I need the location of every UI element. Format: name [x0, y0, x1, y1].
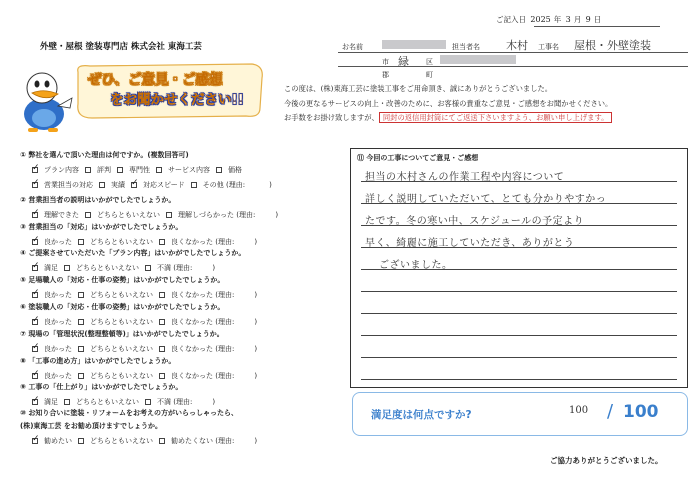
option: [131, 181, 185, 189]
date-month: 3: [565, 15, 571, 24]
comment-area: [350, 148, 688, 388]
option-label: 良かった: [44, 238, 72, 246]
option: [32, 238, 72, 246]
intro-p1: この度は、(株)東海工芸に塗装工事をご用命頂き、誠にありがとうございました。: [284, 84, 553, 93]
address-redacted: [440, 55, 516, 64]
question-title: ③ 営業担当の「対応」はいかがでしたでしょうか。: [20, 223, 183, 231]
question-7: [20, 329, 340, 354]
option-label: 良くなかった (理由:: [171, 345, 235, 353]
option-row: [20, 237, 340, 247]
option-label: どちらともいえない: [97, 211, 160, 219]
comment-line-2: 詳しく説明していただいて、とても分かりやすかっ: [365, 194, 607, 205]
question-title: ⑨ 工事の「仕上がり」はいかがでしたでしょうか。: [20, 383, 183, 391]
option-label: 理解できた: [44, 211, 79, 219]
ruled-line: [361, 335, 677, 336]
option: [159, 437, 234, 445]
option-label: 良かった: [44, 345, 72, 353]
option: [32, 181, 93, 189]
option-row: [20, 344, 340, 354]
score-box: [352, 392, 688, 436]
question-title: ⑩ お知り合いに塗装・リフォームをお考えの方がいらっしゃったら、: [20, 409, 239, 417]
thanks-text: ご協力ありがとうございました。: [550, 456, 663, 465]
option-label: 実績: [111, 181, 125, 189]
option-label: 勧めたくない (理由:: [171, 437, 235, 445]
question-title: ④ ご提案させていただいた「プラン内容」はいかがでしたでしょうか。: [20, 249, 246, 257]
town-prefix: 郡: [382, 71, 389, 79]
option-row: [20, 436, 340, 446]
option: [212, 398, 215, 406]
option-label: 対応スピード: [143, 181, 185, 189]
checkbox-icon[interactable]: [99, 182, 105, 188]
option: [85, 211, 160, 219]
option-label: サービス内容: [168, 166, 210, 174]
name-redacted: [382, 40, 446, 49]
checkbox-icon[interactable]: [78, 346, 84, 352]
option: [254, 345, 257, 353]
option-row: [20, 210, 340, 220]
ward-label: 区: [426, 58, 433, 66]
address-underline: [338, 66, 688, 67]
question-title: ① 弊社を選んで頂いた理由は何ですか。(複数回答可): [20, 151, 189, 159]
checkbox-checked-icon[interactable]: [32, 212, 38, 218]
checkbox-icon[interactable]: [159, 373, 165, 379]
option-row: [20, 263, 340, 273]
question-title: ⑧ 「工事の進め方」はいかがでしたでしょうか。: [20, 357, 176, 365]
option-label: どちらともいえない: [90, 238, 153, 246]
question-title: ⑦ 現場の「管理状況(整理整頓等)」はいかがでしたでしょうか。: [20, 330, 224, 338]
month-unit: 月: [573, 15, 582, 24]
option-label: ): [212, 264, 216, 272]
question-1: [20, 150, 340, 190]
question-title: ② 営業担当者の説明はいかがでしたでしょうか。: [20, 196, 176, 204]
option: [216, 166, 242, 174]
option-row: [20, 180, 340, 190]
checkbox-icon[interactable]: [78, 292, 84, 298]
option: [254, 318, 257, 326]
duck-mascot-icon: [14, 66, 76, 134]
option-label: ): [212, 398, 216, 406]
year-unit: 年: [553, 15, 562, 24]
ruled-line: [361, 379, 677, 380]
option: [156, 166, 210, 174]
question-10: [20, 408, 340, 446]
score-value: 100: [569, 405, 589, 416]
option-label: 価格: [228, 166, 242, 174]
score-slash: /: [607, 401, 614, 422]
checkbox-icon[interactable]: [159, 239, 165, 245]
checkbox-icon[interactable]: [159, 319, 165, 325]
option: [78, 291, 153, 299]
intro-p3-text: お手数をお掛け致しますが、: [284, 113, 379, 122]
option-row: [20, 371, 340, 381]
checkbox-checked-icon[interactable]: [32, 292, 38, 298]
comment-line-4: 早く、綺麗に施工していただき、ありがとう: [365, 238, 575, 249]
option-label: どちらともいえない: [76, 264, 139, 272]
option: [166, 211, 255, 219]
option: [64, 264, 139, 272]
option-row: [20, 397, 340, 407]
option-row: [20, 165, 340, 175]
option-label: どちらともいえない: [90, 345, 153, 353]
option-label: ): [254, 437, 258, 445]
option: [159, 345, 234, 353]
checkbox-checked-icon[interactable]: [32, 182, 38, 188]
option: [32, 291, 72, 299]
question-6: [20, 302, 340, 327]
question-9: [20, 382, 340, 407]
checkbox-icon[interactable]: [85, 212, 91, 218]
city-value: 緑: [398, 55, 409, 68]
option-label: 評判: [97, 166, 111, 174]
option: [32, 372, 72, 380]
option-label: どちらともいえない: [76, 398, 139, 406]
checkbox-icon[interactable]: [117, 167, 123, 173]
checkbox-icon[interactable]: [145, 399, 151, 405]
checkbox-icon[interactable]: [78, 373, 84, 379]
option: [32, 437, 72, 445]
banner-line-1: ぜひ、ご意見・ご感想: [88, 72, 223, 88]
checkbox-icon[interactable]: [191, 182, 197, 188]
checkbox-icon[interactable]: [78, 239, 84, 245]
checkbox-icon[interactable]: [78, 319, 84, 325]
option: [78, 238, 153, 246]
checkbox-checked-icon[interactable]: [32, 346, 38, 352]
option-row: [20, 317, 340, 327]
option: [32, 166, 79, 174]
date-year: 2025: [530, 15, 551, 24]
option-label: ): [254, 345, 258, 353]
option-label: プラン内容: [44, 166, 79, 174]
option: [254, 291, 257, 299]
question-5: [20, 275, 340, 300]
option: [32, 264, 58, 272]
option: [78, 372, 153, 380]
option: [145, 264, 192, 272]
work-label: 工事名: [538, 43, 559, 51]
option-label: どちらともいえない: [90, 318, 153, 326]
option-label: その他 (理由:: [202, 181, 246, 189]
option-label: 良かった: [44, 372, 72, 380]
question-4: [20, 248, 340, 273]
name-field: [342, 42, 363, 52]
checkbox-icon[interactable]: [85, 167, 91, 173]
question-8: [20, 356, 340, 381]
comment-line-1: 担当の木村さんの作業工程や内容について: [365, 172, 565, 183]
option-label: どちらともいえない: [90, 372, 153, 380]
intro-highlight: 同封の返信用封筒にてご返送下さいますよう、お願い申し上げます。: [379, 112, 613, 123]
option: [254, 238, 257, 246]
option-label: どちらともいえない: [90, 437, 153, 445]
checkbox-icon[interactable]: [64, 265, 70, 271]
option-label: 勧めたい: [44, 437, 72, 445]
checkbox-checked-icon[interactable]: [32, 319, 38, 325]
name-label: お名前: [342, 43, 363, 51]
checkbox-icon[interactable]: [78, 438, 84, 444]
date-line: [496, 14, 603, 25]
option: [32, 318, 72, 326]
checkbox-icon[interactable]: [216, 167, 222, 173]
rep-label: 担当者名: [452, 43, 480, 51]
option-label: どちらともいえない: [90, 291, 153, 299]
option: [32, 345, 72, 353]
checkbox-checked-icon[interactable]: [32, 438, 38, 444]
intro-text: [284, 82, 684, 126]
option-label: 良くなかった (理由:: [171, 372, 235, 380]
score-max: 100: [623, 402, 659, 422]
option: [78, 318, 153, 326]
comment-line-3: たです。冬の寒い中、スケジュールの予定より: [365, 216, 585, 227]
checkbox-icon[interactable]: [64, 399, 70, 405]
option-row: [20, 290, 340, 300]
option: [269, 181, 272, 189]
option: [64, 398, 139, 406]
option-label: ): [254, 318, 258, 326]
option: [99, 181, 125, 189]
option-label: 満足: [44, 398, 58, 406]
rep-value: 木村: [506, 39, 528, 52]
option: [212, 264, 215, 272]
option: [159, 238, 234, 246]
day-unit: 日: [593, 15, 602, 24]
option-label: 専門性: [129, 166, 150, 174]
date-day: 9: [585, 15, 591, 24]
checkbox-checked-icon[interactable]: [32, 239, 38, 245]
option: [254, 372, 257, 380]
option: [159, 318, 234, 326]
ruled-line: [361, 357, 677, 358]
score-label: 満足度は何点ですか?: [371, 409, 472, 421]
option-label: 不満 (理由:: [157, 398, 193, 406]
option: [159, 372, 234, 380]
work-value: 屋根・外壁塗装: [574, 39, 651, 52]
question-3: [20, 222, 340, 247]
checkbox-checked-icon[interactable]: [32, 373, 38, 379]
checkbox-icon[interactable]: [145, 265, 151, 271]
checkbox-checked-icon[interactable]: [131, 182, 137, 188]
date-label: ご記入日: [496, 15, 526, 24]
option-label: 満足: [44, 264, 58, 272]
question-subtitle: (株)東海工芸 をお勧め頂けますでしょうか。: [20, 422, 163, 430]
question-title: ⑤ 足場職人の「対応・仕事の姿勢」はいかがでしたでしょうか。: [20, 276, 225, 284]
option: [191, 181, 245, 189]
checkbox-icon[interactable]: [159, 292, 165, 298]
checkbox-checked-icon[interactable]: [32, 399, 38, 405]
intro-p3: [284, 111, 684, 126]
question-title: ⑥ 塗装職人の「対応・仕事の姿勢」はいかがでしたでしょうか。: [20, 303, 225, 311]
ruled-line: [361, 291, 677, 292]
option: [254, 437, 257, 445]
option-label: 良かった: [44, 318, 72, 326]
option: [78, 437, 153, 445]
date-underline: [534, 26, 660, 27]
option-label: ): [269, 181, 272, 189]
checkbox-icon[interactable]: [156, 167, 162, 173]
name-underline: [338, 52, 688, 53]
option-label: 良くなかった (理由:: [171, 291, 235, 299]
option: [85, 166, 111, 174]
banner: [70, 60, 266, 120]
city-label: 市: [382, 58, 389, 66]
option: [78, 345, 153, 353]
checkbox-icon[interactable]: [159, 346, 165, 352]
company-name: 外壁・屋根 塗装専門店 株式会社 東海工芸: [40, 42, 202, 52]
checkbox-checked-icon[interactable]: [32, 265, 38, 271]
option: [32, 211, 79, 219]
option-label: ): [254, 372, 258, 380]
option: [145, 398, 192, 406]
option-label: 良くなかった (理由:: [171, 238, 235, 246]
option-label: ): [254, 291, 258, 299]
option-label: 不満 (理由:: [157, 264, 193, 272]
option: [117, 166, 150, 174]
comment-line-5: ございました。: [379, 260, 453, 271]
option-label: 理解しづらかった (理由:: [178, 211, 256, 219]
option-label: ): [254, 238, 258, 246]
ruled-line: [361, 313, 677, 314]
comment-title: ⑪ 今回の工事についてご意見・ご感想: [357, 154, 479, 162]
option-label: ): [275, 211, 279, 219]
checkbox-icon[interactable]: [166, 212, 172, 218]
option-label: 営業担当の対応: [44, 181, 93, 189]
option-label: 良かった: [44, 291, 72, 299]
checkbox-checked-icon[interactable]: [32, 167, 38, 173]
question-2: [20, 195, 340, 220]
intro-p2: 今後の更なるサービスの向上・改善のために、お客様の貴重なご意見・ご感想をお聞かせください。: [284, 98, 613, 108]
option: [275, 211, 278, 219]
option: [32, 398, 58, 406]
town-label: 町: [426, 71, 433, 79]
option-label: 良くなかった (理由:: [171, 318, 235, 326]
banner-line-2: をお聞かせください!!: [110, 92, 244, 108]
checkbox-icon[interactable]: [159, 438, 165, 444]
option: [159, 291, 234, 299]
